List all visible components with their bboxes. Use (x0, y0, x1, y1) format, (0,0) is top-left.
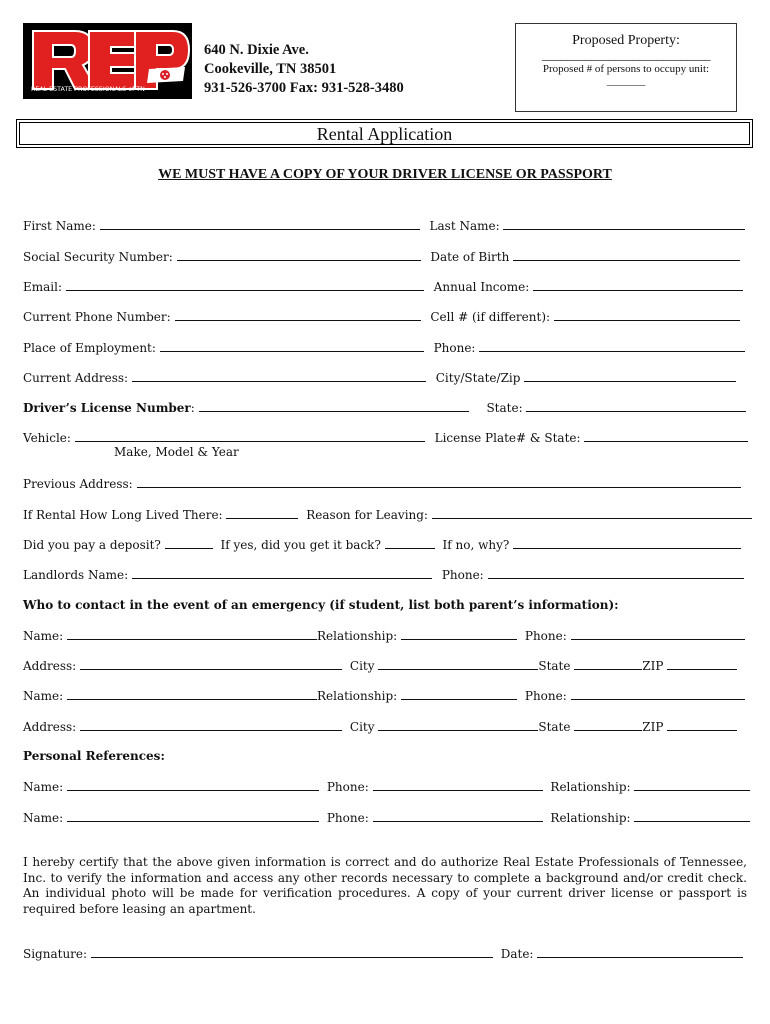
emergency-city-label: City (349, 659, 375, 673)
references-heading: Personal References: (23, 749, 165, 763)
landlord-label: Landlords Name: (23, 568, 129, 582)
row-reference-2 (23, 809, 743, 826)
row-emergency-2 (23, 687, 743, 704)
reference-phone-field[interactable] (373, 809, 543, 822)
emergency-city-field[interactable] (378, 657, 538, 670)
emergency-zip-label: ZIP (642, 659, 664, 673)
office-city: Cookeville, TN 38501 (204, 61, 337, 77)
reference-relationship-label: Relationship: (550, 780, 631, 794)
last-name-label: Last Name: (429, 219, 500, 233)
signature-field[interactable] (91, 945, 493, 958)
emergency-name-label: Name: (23, 629, 64, 643)
previous-address-label: Previous Address: (23, 477, 133, 491)
license-state-label: State: (486, 401, 523, 415)
emergency-phone-field[interactable] (571, 687, 745, 700)
reference-relationship-label: Relationship: (550, 811, 631, 825)
employment-phone-label: Phone: (433, 341, 476, 355)
date-field[interactable] (537, 945, 743, 958)
landlord-field[interactable] (132, 566, 432, 579)
emergency-name-field[interactable] (67, 627, 317, 640)
ssn-field[interactable] (177, 248, 421, 261)
employment-field[interactable] (160, 339, 424, 352)
vehicle-hint: Make, Model & Year (114, 445, 239, 459)
proposed-property-label: Proposed Property: (572, 33, 680, 48)
city-state-zip-label: City/State/Zip (435, 371, 521, 385)
signature-label: Signature: (23, 947, 88, 961)
row-ssn (23, 248, 743, 265)
emergency-zip-field[interactable] (667, 657, 737, 670)
office-street: 640 N. Dixie Ave. (204, 42, 309, 58)
office-phones: 931-526-3700 Fax: 931-528-3480 (204, 80, 404, 96)
emergency-city-field[interactable] (378, 718, 538, 731)
license-label: Driver’s License Number (23, 401, 191, 415)
reference-phone-field[interactable] (373, 778, 543, 791)
deposit-field[interactable] (165, 536, 213, 549)
notice-heading: WE MUST HAVE A COPY OF YOUR DRIVER LICENSE OR PASSPORT (158, 167, 612, 182)
row-signature (23, 945, 743, 962)
page-title: Rental Application (16, 119, 753, 148)
reference-phone-label: Phone: (326, 811, 369, 825)
row-reference-1 (23, 778, 743, 795)
row-phone (23, 308, 743, 325)
first-name-field[interactable] (100, 217, 420, 230)
reference-relationship-field[interactable] (634, 778, 750, 791)
address-label: Current Address: (23, 371, 129, 385)
emergency-city-label: City (349, 720, 375, 734)
proposed-property-line[interactable]: ____________________________ (542, 47, 710, 62)
income-field[interactable] (533, 278, 743, 291)
proposed-property-box (515, 23, 737, 112)
plate-field[interactable] (584, 429, 748, 442)
plate-label: License Plate# & State: (434, 431, 581, 445)
row-emergency-address-2 (23, 718, 743, 735)
emergency-address-field[interactable] (80, 657, 342, 670)
emergency-zip-field[interactable] (667, 718, 737, 731)
emergency-relationship-label: Relationship: (317, 629, 398, 643)
reference-name-label: Name: (23, 811, 64, 825)
row-emergency-address-1 (23, 657, 743, 674)
if-no-field[interactable] (513, 536, 741, 549)
reason-field[interactable] (432, 506, 752, 519)
row-previous-address (23, 475, 743, 492)
row-emergency-1 (23, 627, 743, 644)
emergency-state-field[interactable] (574, 657, 642, 670)
how-long-field[interactable] (226, 506, 298, 519)
reference-phone-label: Phone: (326, 780, 369, 794)
license-colon: : (190, 401, 195, 415)
reference-name-label: Name: (23, 780, 64, 794)
certification-text: I hereby certify that the above given information is correct and do authorize Real Estate Professionals of Tennessee, Inc. to verify the information and access any other records necessary to complete a background and/or credit check. An individual photo will be made for verification procedures. A copy of your current driver license or passport is required before leasing an apartment. (23, 855, 747, 916)
email-label: Email: (23, 280, 63, 294)
row-vehicle (23, 429, 743, 446)
company-logo (23, 23, 192, 99)
emergency-name-label: Name: (23, 689, 64, 703)
row-names (23, 217, 743, 234)
first-name-label: First Name: (23, 219, 96, 233)
emergency-address-label: Address: (23, 659, 77, 673)
dob-field[interactable] (513, 248, 740, 261)
persons-line[interactable]: _______ (606, 75, 646, 87)
employment-label: Place of Employment: (23, 341, 156, 355)
row-address (23, 369, 743, 386)
how-long-label: If Rental How Long Lived There: (23, 508, 223, 522)
got-back-field[interactable] (385, 536, 435, 549)
date-label: Date: (500, 947, 534, 961)
reference-name-field[interactable] (67, 778, 319, 791)
emergency-zip-label: ZIP (642, 720, 664, 734)
license-field[interactable] (199, 399, 469, 412)
emergency-state-label: State (538, 659, 571, 673)
ssn-label: Social Security Number: (23, 250, 173, 264)
dob-label: Date of Birth (430, 250, 510, 264)
office-address (204, 41, 404, 98)
emergency-state-field[interactable] (574, 718, 642, 731)
emergency-relationship-field[interactable] (401, 687, 517, 700)
phone-label: Current Phone Number: (23, 310, 171, 324)
reference-name-field[interactable] (67, 809, 319, 822)
deposit-label: Did you pay a deposit? (23, 538, 161, 552)
income-label: Annual Income: (433, 280, 530, 294)
persons-label: Proposed # of persons to occupy unit: (542, 63, 710, 75)
emergency-phone-field[interactable] (571, 627, 745, 640)
previous-address-field[interactable] (137, 475, 741, 488)
cell-field[interactable] (554, 308, 740, 321)
cell-label: Cell # (if different): (430, 310, 551, 324)
emergency-phone-label: Phone: (524, 629, 567, 643)
city-state-zip-field[interactable] (524, 369, 736, 382)
vehicle-label: Vehicle: (23, 431, 71, 445)
last-name-field[interactable] (503, 217, 745, 230)
emergency-phone-label: Phone: (524, 689, 567, 703)
row-license (23, 399, 743, 416)
emergency-relationship-label: Relationship: (317, 689, 398, 703)
emergency-state-label: State (538, 720, 571, 734)
address-field[interactable] (132, 369, 426, 382)
email-field[interactable] (66, 278, 424, 291)
license-state-field[interactable] (526, 399, 746, 412)
emergency-heading: Who to contact in the event of an emergency (if student, list both parent’s information): (23, 598, 619, 612)
phone-field[interactable] (175, 308, 421, 321)
row-landlord (23, 566, 743, 583)
reference-relationship-field[interactable] (634, 809, 750, 822)
emergency-name-field[interactable] (67, 687, 317, 700)
emergency-address-label: Address: (23, 720, 77, 734)
row-deposit (23, 536, 743, 553)
logo-tagline: REAL ESTATE PROFESSIONALS of TN (31, 86, 145, 93)
employment-phone-field[interactable] (479, 339, 745, 352)
vehicle-field[interactable] (75, 429, 425, 442)
row-employment (23, 339, 743, 356)
landlord-phone-label: Phone: (441, 568, 484, 582)
emergency-address-field[interactable] (80, 718, 342, 731)
row-rental-history (23, 506, 743, 523)
if-no-label: If no, why? (442, 538, 510, 552)
landlord-phone-field[interactable] (488, 566, 744, 579)
row-email (23, 278, 743, 295)
reason-label: Reason for Leaving: (306, 508, 428, 522)
got-back-label: If yes, did you get it back? (220, 538, 381, 552)
emergency-relationship-field[interactable] (401, 627, 517, 640)
